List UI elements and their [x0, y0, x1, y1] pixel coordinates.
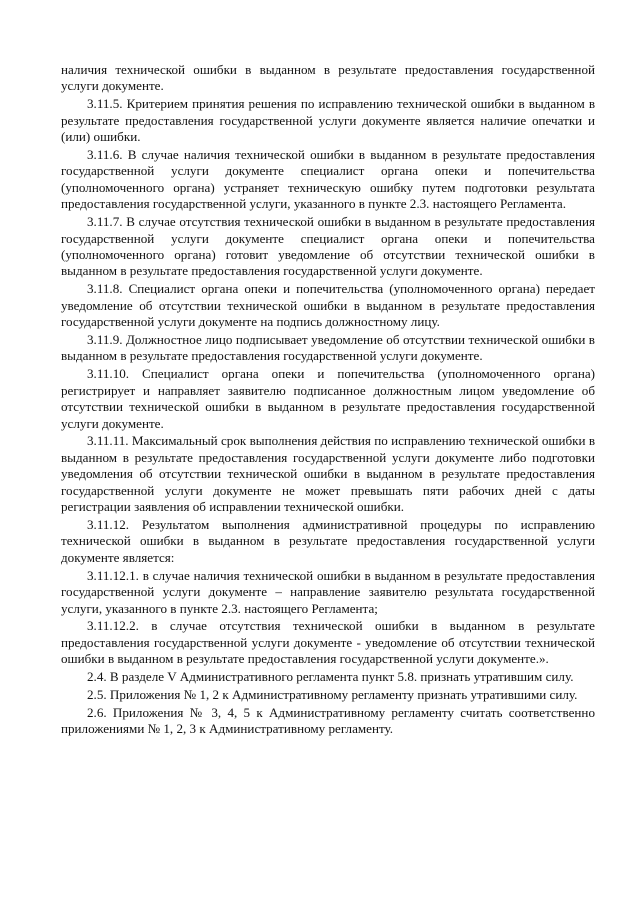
paragraph-2-4: 2.4. В разделе V Административного регламента пункт 5.8. признать утратившим силу.: [87, 669, 574, 685]
paragraph-2-5: 2.5. Приложения № 1, 2 к Административному регламенту признать утратившими силу.: [87, 687, 578, 703]
document-page: [61, 62, 595, 739]
paragraph-2-6: 2.6. Приложения № 3, 4, 5 к Административному регламенту считать соответственно приложениями № 1, 2, 3 к Административному регламенту.: [61, 704, 595, 737]
paragraph-3-11-7: 3.11.7. В случае отсутствия технической ошибки в выданном в результате предоставления государственной услуги документе специалист органа опеки и попечительства (уполномоченного органа) готовит уведомление об отсутствии технической ошибки в выданном в результате предоставления государственной услуги документе.: [61, 214, 595, 279]
paragraph-3-11-6: 3.11.6. В случае наличия технической ошибки в выданном в результате предоставления государственной услуги документе специалист органа опеки и попечительства (уполномоченного органа) устраняет техническую ошибку путем подготовки результата предоставления государственной услуги, указанного в пункте 2.3. настоящего Регламента.: [61, 147, 595, 212]
paragraph-continuation: наличия технической ошибки в выданном в результате предоставления государственной услуги документе.: [61, 62, 595, 94]
paragraph-3-11-9: 3.11.9. Должностное лицо подписывает уведомление об отсутствии технической ошибки в выданном в результате предоставления государственной услуги документе.: [61, 332, 595, 364]
paragraph-3-11-10: 3.11.10. Специалист органа опеки и попечительства (уполномоченного органа) регистрирует и направляет заявителю подписанное должностным лицом уведомление об отсутствии технической ошибки в выданном в результате предоставления государственной услуги документе.: [61, 366, 595, 431]
paragraph-3-11-12: 3.11.12. Результатом выполнения административной процедуры по исправлению технической ошибки в выданном в результате предоставления государственной услуги документе является:: [61, 516, 595, 565]
paragraph-3-11-8: 3.11.8. Специалист органа опеки и попечительства (уполномоченного органа) передает уведомление об отсутствии технической ошибки в выданном в результате предоставления государственной услуги документе на подпись должностному лицу.: [61, 281, 595, 330]
paragraph-3-11-11: 3.11.11. Максимальный срок выполнения действия по исправлению технической ошибки в выданном в результате предоставления государственной услуги документе либо подготовки уведомления об отсутствии технической ошибки в выданном в результате предоставления государственной услуги документе не может превышать пяти рабочих дней с даты регистрации заявления об исправлении технической ошибки.: [61, 433, 595, 515]
paragraph-3-11-12-1: 3.11.12.1. в случае наличия технической ошибки в выданном в результате предоставления государственной услуги документе – направление заявителю результата государственной услуги, указанного в пункте 2.3. настоящего Регламента;: [61, 567, 595, 616]
paragraph-3-11-5: 3.11.5. Критерием принятия решения по исправлению технической ошибки в выданном в результате предоставления государственной услуги документе является наличие опечатки и (или) ошибки.: [61, 96, 595, 145]
paragraph-3-11-12-2: 3.11.12.2. в случае отсутствия технической ошибки в выданном в результате предоставления государственной услуги документе - уведомление об отсутствии технической ошибки в выданном в результате предоставления государственной услуги документе.».: [61, 618, 595, 667]
